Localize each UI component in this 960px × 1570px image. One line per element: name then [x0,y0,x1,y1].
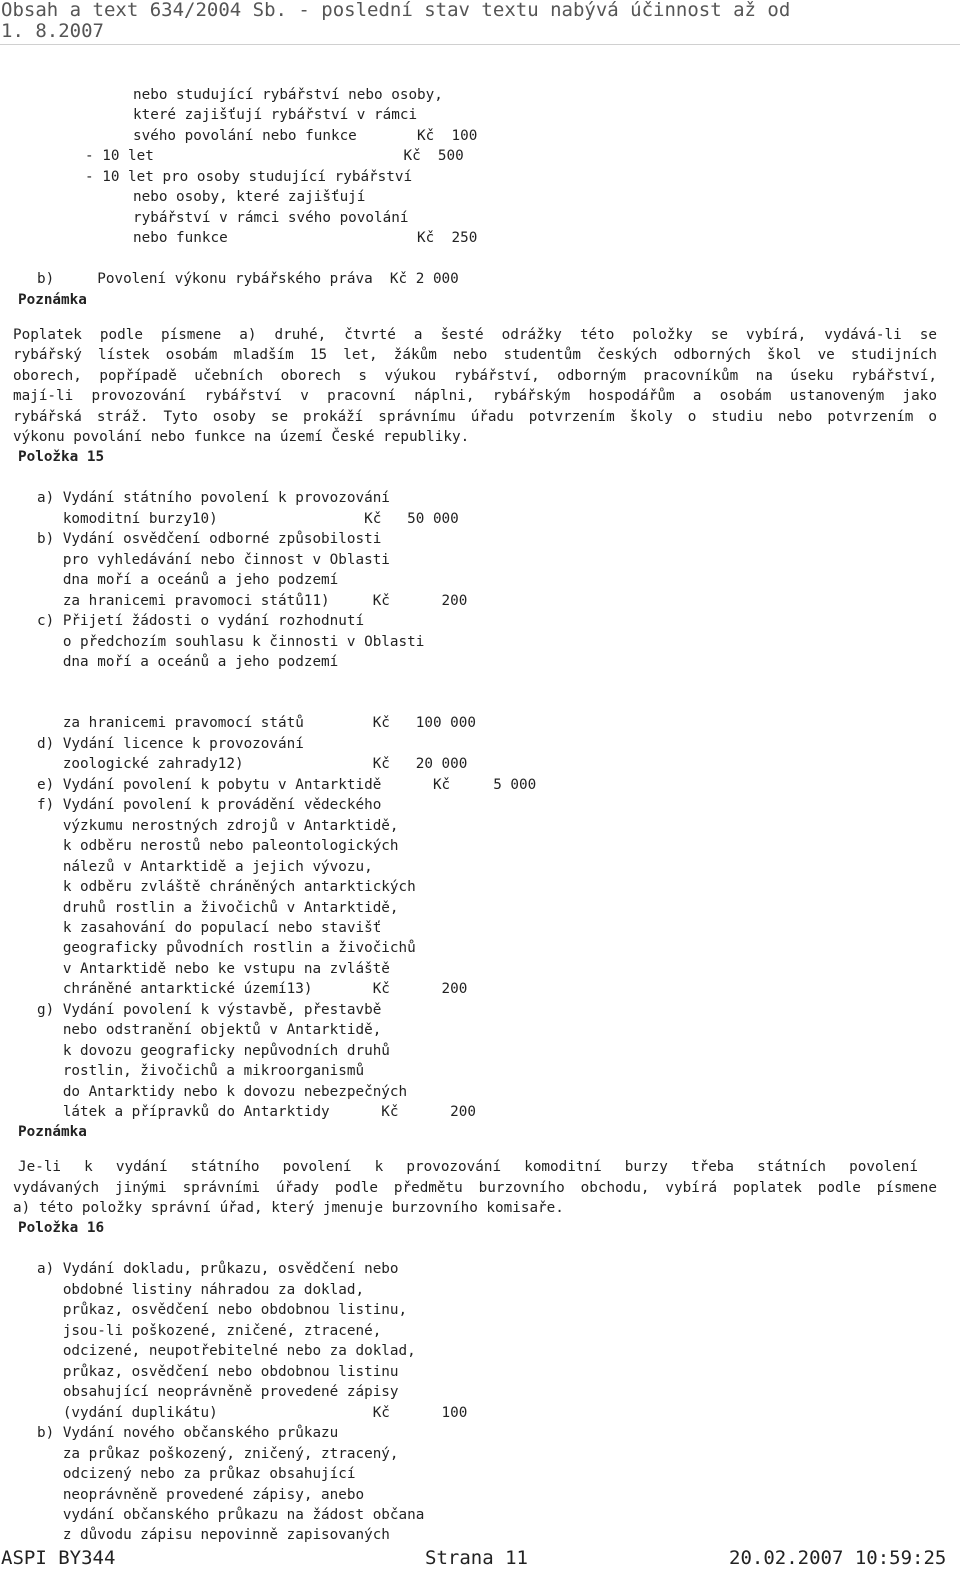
text-line: a) Vydání dokladu, průkazu, osvědčení nebo [37,1261,399,1277]
text-line: průkaz, osvědčení nebo obdobnou listinu [37,1364,399,1380]
page-footer [0,1548,960,1568]
footer-document-id: ASPI BY344 [1,1547,116,1569]
text-line: komoditní burzy10) Kč 50 000 [37,511,459,527]
text-line: k odběru zvláště chráněných antarktických [37,879,416,895]
text-line: které zajišťují rybářství v rámci [133,107,418,123]
text-line: geograficky původních rostlin a živočichů [37,940,416,956]
text-line: odcizený nebo za průkaz obsahující [37,1466,356,1482]
section-heading: Poznámka [18,1124,87,1140]
text-line: odcizené, neupotřebitelné nebo za doklad, [37,1343,416,1359]
text-line: zoologické zahrady12) Kč 20 000 [37,756,468,772]
text-line: - 10 let Kč 500 [85,148,464,164]
text-line: jsou-li poškozené, zničené, ztracené, [37,1323,382,1339]
text-line: za hranicemi pravomoci států11) Kč 200 [37,593,468,609]
text-line: za hranicemi pravomocí států Kč 100 000 [37,715,476,731]
text-line: obdobné listiny náhradou za doklad, [37,1282,365,1298]
paragraph-line: mají-li provozování rybářství v pracovní náplni, rybářským hospodářům a osobám ustanoveným jako [13,388,937,404]
text-line: rostlin, živočichů a mikroorganismů [37,1063,365,1079]
text-line: dna moří a oceánů a jeho podzemí [37,572,339,588]
text-line: látek a přípravků do Antarktidy Kč 200 [37,1104,476,1120]
text-line: nálezů v Antarktidě a jejich vývozu, [37,859,373,875]
paragraph-line: oborech, popřípadě učebních oborech s výukou rybářství, odborným pracovníkům na úseku rybářství, [13,368,937,384]
text-line: (vydání duplikátu) Kč 100 [37,1405,468,1421]
text-line: z důvodu zápisu nepovinně zapisovaných [37,1527,390,1543]
text-line: v Antarktidě nebo ke vstupu na zvláště [37,961,390,977]
text-line: rybářství v rámci svého povolání [133,210,409,226]
text-line: k odběru nerostů nebo paleontologických [37,838,399,854]
text-line: dna moří a oceánů a jeho podzemí [37,654,339,670]
document-title-line-2: 1. 8.2007 [1,20,104,42]
footer-timestamp: 20.02.2007 10:59:25 [729,1547,947,1569]
text-line: výzkumu nerostných zdrojů v Antarktidě, [37,818,399,834]
paragraph-line: rybářská stráž. Tyto osoby se prokáží správnímu úřadu potvrzením školy o studiu nebo potvrzením o [13,409,937,425]
section-heading: Položka 15 [18,449,105,465]
text-line: f) Vydání povolení k provádění vědeckého [37,797,382,813]
text-line: neoprávněně provedené zápisy, anebo [37,1487,365,1503]
text-line: pro vyhledávání nebo činnost v Oblasti [37,552,390,568]
text-line: b) Povolení výkonu rybářského práva Kč 2 000 [37,271,459,287]
text-line: nebo studující rybářství nebo osoby, [133,87,443,103]
text-line: druhů rostlin a živočichů v Antarktidě, [37,900,399,916]
text-line: svého povolání nebo funkce Kč 100 [133,128,478,144]
text-line: d) Vydání licence k provozování [37,736,304,752]
text-line: nebo osoby, které zajišťují [133,189,366,205]
document-title-line-1: Obsah a text 634/2004 Sb. - poslední stav textu nabývá účinnost až od [1,0,791,21]
text-line: g) Vydání povolení k výstavbě, přestavbě [37,1002,382,1018]
paragraph-line: a) této položky správní úřad, který jmenuje burzovního komisaře. [13,1200,564,1216]
paragraph-line: Poplatek podle písmene a) druhé, čtvrté a šesté odrážky této položky se vybírá, vydává-li se [13,327,937,343]
text-line: do Antarktidy nebo k dovozu nebezpečných [37,1084,408,1100]
text-line: k zasahování do populací nebo stavišť [37,920,382,936]
text-line: nebo funkce Kč 250 [133,230,478,246]
text-line: vydání občanského průkazu na žádost občana [37,1507,425,1523]
text-line: obsahující neoprávněně provedené zápisy [37,1384,399,1400]
text-line: a) Vydání státního povolení k provozování [37,490,390,506]
text-line: o předchozím souhlasu k činnosti v Oblasti [37,634,425,650]
section-heading: Poznámka [18,292,87,308]
footer-page-number: Strana 11 [425,1547,528,1569]
text-line: c) Přijetí žádosti o vydání rozhodnutí [37,613,365,629]
section-heading: Položka 16 [18,1220,105,1236]
paragraph-line: rybářský lístek osobám mladším 15 let, žákům nebo studentům českých odborných škol ve studijních [13,347,937,363]
text-line: e) Vydání povolení k pobytu v Antarktidě Kč 5 000 [37,777,537,793]
paragraph-line: vydávaných jinými správními úřady podle předmětu burzovního obchodu, vybírá poplatek podle písmene [13,1180,937,1196]
text-line: - 10 let pro osoby studující rybářství [85,169,413,185]
text-line: k dovozu geograficky nepůvodních druhů [37,1043,390,1059]
text-line: b) Vydání nového občanského průkazu [37,1425,339,1441]
text-line: chráněné antarktické území13) Kč 200 [37,981,468,997]
text-line: b) Vydání osvědčení odborné způsobilosti [37,531,382,547]
paragraph-line: výkonu povolání nebo funkce na území České republiky. [13,429,470,445]
text-line: za průkaz poškozený, zničený, ztracený, [37,1446,399,1462]
text-line: nebo odstranění objektů v Antarktidě, [37,1022,382,1038]
text-line: průkaz, osvědčení nebo obdobnou listinu, [37,1302,408,1318]
paragraph-line: Je-li k vydání státního povolení k provozování komoditní burzy třeba státních povolení [18,1159,918,1175]
